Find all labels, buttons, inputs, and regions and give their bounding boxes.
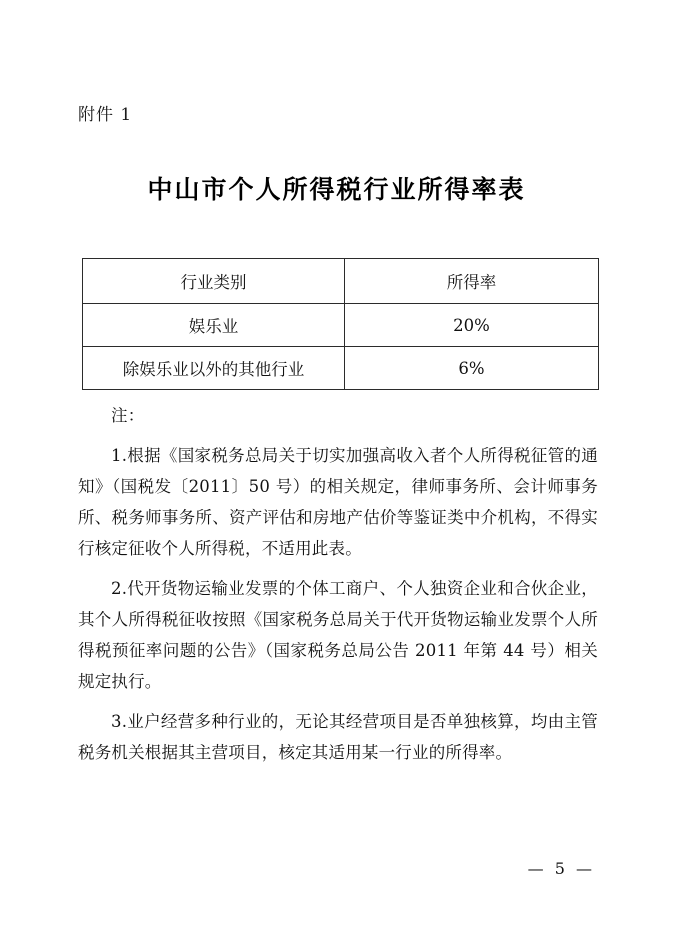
note-item-1: 1.根据《国家税务总局关于切实加强高收入者个人所得税征管的通知》（国税发〔2011〕50 号）的相关规定，律师事务所、会计师事务所、税务师事务所、资产评估和房地产估价等鉴证类中介机构，不得实行核定征收个人所得税，不适用此表。 <box>78 446 598 558</box>
note-item-2: 2.代开货物运输业发票的个体工商户、个人独资企业和合伙企业，其个人所得税征收按照《国家税务总局关于代开货物运输业发票个人所得税预征率问题的公告》（国家税务总局公告 2011 年第 44 号）相关规定执行。 <box>78 579 598 691</box>
table-header-cell: 行业类别 <box>83 259 345 304</box>
table-cell-industry: 娱乐业 <box>83 304 345 347</box>
table-header-cell: 所得率 <box>345 259 599 304</box>
table-cell-rate: 6% <box>345 347 599 390</box>
table-row <box>83 347 599 390</box>
table-cell-industry: 除娱乐业以外的其他行业 <box>83 347 345 390</box>
table-header-row <box>83 259 599 304</box>
page-title: 中山市个人所得税行业所得率表 <box>147 175 526 204</box>
note-item-3: 3.业户经营多种行业的，无论其经营项目是否单独核算，均由主管税务机关根据其主营项目，核定其适用某一行业的所得率。 <box>78 712 598 762</box>
page-number: — 5 — <box>527 859 595 878</box>
notes-heading: 注： <box>111 406 145 425</box>
notes-section <box>78 400 598 777</box>
table-row <box>83 304 599 347</box>
attachment-label: 附件 1 <box>78 105 133 125</box>
income-rate-table <box>82 258 599 390</box>
table-cell-rate: 20% <box>345 304 599 347</box>
